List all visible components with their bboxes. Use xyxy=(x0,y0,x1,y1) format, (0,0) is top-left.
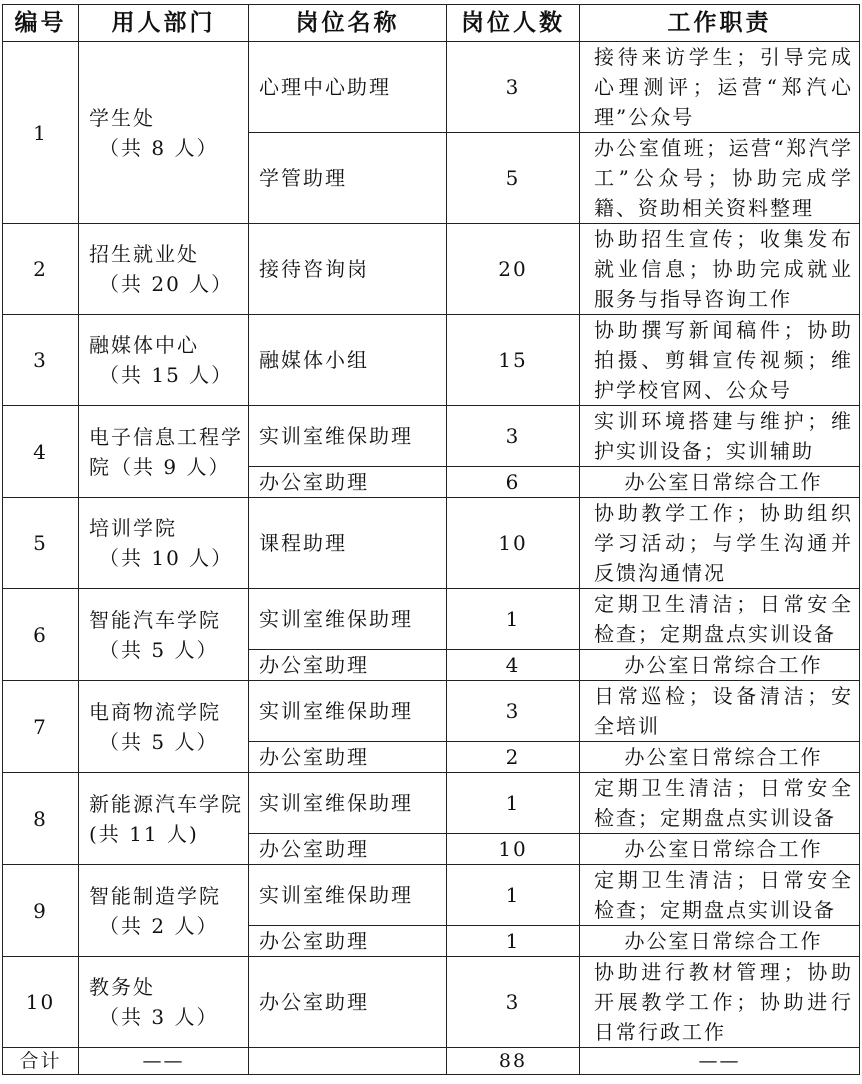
department-headcount: （共 5 人） xyxy=(99,729,219,754)
total-dept: —— xyxy=(79,1048,249,1075)
department-cell xyxy=(79,406,249,498)
position-name: 办公室助理 xyxy=(249,926,447,957)
department-name: 招生就业处 xyxy=(89,242,199,266)
duty-cell: 定期卫生清洁；日常安全检查；定期盘点实训设备 xyxy=(580,589,860,650)
duty-cell: 办公室日常综合工作 xyxy=(580,926,860,957)
header-position-name: 岗位名称 xyxy=(249,5,447,42)
department-name: 学生处 xyxy=(89,105,155,130)
position-name: 办公室助理 xyxy=(249,650,447,681)
position-count: 15 xyxy=(447,315,580,406)
position-name: 实训室维保助理 xyxy=(249,773,447,834)
row-number: 7 xyxy=(3,681,79,773)
row-number: 3 xyxy=(3,315,79,406)
position-name: 实训室维保助理 xyxy=(249,406,447,467)
duty-cell: 定期卫生清洁；日常安全检查；定期盘点实训设备 xyxy=(580,865,860,926)
position-count: 3 xyxy=(447,406,580,467)
position-name: 融媒体小组 xyxy=(249,315,447,406)
duty-cell: 办公室日常综合工作 xyxy=(580,467,860,498)
position-count: 2 xyxy=(447,742,580,773)
department-headcount: （共 10 人） xyxy=(99,546,234,570)
position-name: 接待咨询岗 xyxy=(249,224,447,315)
row-number: 9 xyxy=(3,865,79,957)
table-row xyxy=(3,681,860,742)
department-name: 培训学院 xyxy=(89,516,177,540)
position-name: 学管助理 xyxy=(249,133,447,224)
department-headcount: （共 2 人） xyxy=(99,913,219,938)
duty-cell: 办公室日常综合工作 xyxy=(580,742,860,773)
position-name: 办公室助理 xyxy=(249,834,447,865)
position-count: 1 xyxy=(447,773,580,834)
table-body xyxy=(3,42,860,1048)
header-duties: 工作职责 xyxy=(580,5,860,42)
position-count: 5 xyxy=(447,133,580,224)
table-row xyxy=(3,957,860,1048)
position-name: 实训室维保助理 xyxy=(249,865,447,926)
total-row xyxy=(3,1048,860,1075)
department-cell xyxy=(79,957,249,1048)
row-number: 10 xyxy=(3,957,79,1048)
table-row xyxy=(3,315,860,406)
row-number: 2 xyxy=(3,224,79,315)
header-department: 用人部门 xyxy=(79,5,249,42)
duty-cell: 实训环境搭建与维护；维护实训设备；实训辅助 xyxy=(580,406,860,467)
header-position-count: 岗位人数 xyxy=(447,5,580,42)
position-name: 办公室助理 xyxy=(249,742,447,773)
department-cell xyxy=(79,498,249,589)
position-count: 1 xyxy=(447,865,580,926)
duty-cell: 协助招生宣传；收集发布就业信息；协助完成就业服务与指导咨询工作 xyxy=(580,224,860,315)
table-row xyxy=(3,406,860,467)
department-cell xyxy=(79,865,249,957)
table-row xyxy=(3,224,860,315)
position-name: 办公室助理 xyxy=(249,957,447,1048)
department-cell xyxy=(79,42,249,224)
department-name: 电子信息工程学院（共 9 人） xyxy=(89,424,243,479)
position-name: 心理中心助理 xyxy=(249,42,447,133)
duty-cell: 协助进行教材管理；协助开展教学工作；协助进行日常行政工作 xyxy=(580,957,860,1048)
department-name: 新能源汽车学院(共 11 人) xyxy=(89,791,243,846)
duty-cell: 协助教学工作；协助组织学习活动；与学生沟通并反馈沟通情况 xyxy=(580,498,860,589)
row-number: 6 xyxy=(3,589,79,681)
header-row xyxy=(3,5,860,42)
position-count: 20 xyxy=(447,224,580,315)
position-table xyxy=(2,4,860,1075)
department-cell xyxy=(79,681,249,773)
department-cell xyxy=(79,773,249,865)
department-name: 融媒体中心 xyxy=(89,333,199,357)
department-cell xyxy=(79,224,249,315)
department-headcount: （共 15 人） xyxy=(99,363,234,387)
department-headcount: （共 3 人） xyxy=(99,1005,219,1029)
department-headcount: （共 5 人） xyxy=(99,637,219,662)
position-name: 实训室维保助理 xyxy=(249,681,447,742)
position-name: 实训室维保助理 xyxy=(249,589,447,650)
duty-cell: 办公室值班；运营“郑汽学工”公众号；协助完成学籍、资助相关资料整理 xyxy=(580,133,860,224)
position-name: 课程助理 xyxy=(249,498,447,589)
position-count: 3 xyxy=(447,681,580,742)
total-position xyxy=(249,1048,447,1075)
table-row xyxy=(3,865,860,926)
department-name: 智能制造学院 xyxy=(89,883,221,908)
position-count: 3 xyxy=(447,42,580,133)
department-name: 教务处 xyxy=(89,975,155,999)
total-count: 88 xyxy=(447,1048,580,1075)
duty-cell: 定期卫生清洁；日常安全检查；定期盘点实训设备 xyxy=(580,773,860,834)
position-count: 3 xyxy=(447,957,580,1048)
row-number: 8 xyxy=(3,773,79,865)
table-row xyxy=(3,589,860,650)
total-label: 合计 xyxy=(3,1048,79,1075)
department-cell xyxy=(79,315,249,406)
department-name: 智能汽车学院 xyxy=(89,607,221,632)
duty-cell: 办公室日常综合工作 xyxy=(580,834,860,865)
table-row xyxy=(3,498,860,589)
row-number: 4 xyxy=(3,406,79,498)
position-count: 1 xyxy=(447,926,580,957)
duty-cell: 办公室日常综合工作 xyxy=(580,650,860,681)
department-headcount: （共 20 人） xyxy=(99,272,234,296)
department-cell xyxy=(79,589,249,681)
duty-cell: 接待来访学生；引导完成心理测评；运营“郑汽心理”公众号 xyxy=(580,42,860,133)
duty-cell: 协助撰写新闻稿件；协助拍摄、剪辑宣传视频；维护学校官网、公众号 xyxy=(580,315,860,406)
position-count: 10 xyxy=(447,498,580,589)
position-count: 1 xyxy=(447,589,580,650)
position-count: 6 xyxy=(447,467,580,498)
table-row xyxy=(3,773,860,834)
position-count: 10 xyxy=(447,834,580,865)
total-duty: —— xyxy=(580,1048,860,1075)
row-number: 1 xyxy=(3,42,79,224)
department-name: 电商物流学院 xyxy=(89,699,221,724)
row-number: 5 xyxy=(3,498,79,589)
duty-cell: 日常巡检；设备清洁；安全培训 xyxy=(580,681,860,742)
header-number: 编号 xyxy=(3,5,79,42)
position-count: 4 xyxy=(447,650,580,681)
table-row xyxy=(3,42,860,133)
department-headcount: （共 8 人） xyxy=(99,135,219,160)
position-name: 办公室助理 xyxy=(249,467,447,498)
